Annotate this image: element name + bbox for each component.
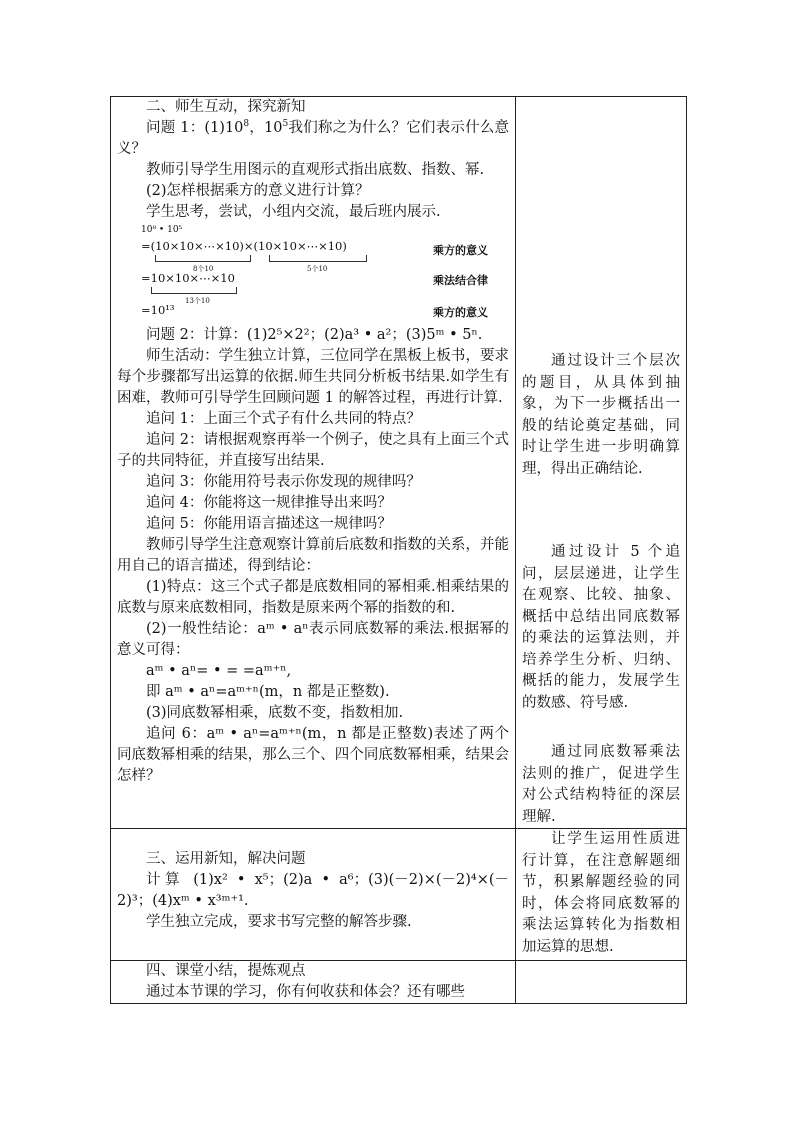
- follow-up-3: 追问 3：你能用符号表示你发现的规律吗？: [146, 474, 421, 490]
- figure-label-2: 乘法结合律: [433, 274, 488, 287]
- follow-up-5: 追问 5：你能用语言描述这一规律吗？: [146, 516, 392, 532]
- brace-label-5: 5个10: [307, 265, 328, 273]
- section-2-row: [111, 97, 687, 829]
- question-2: 问题 2：计算：(1)2⁵×2²；(2)a³ • a²；(3)5ᵐ • 5ⁿ.: [146, 327, 483, 343]
- brace-label-8: 8个10: [193, 265, 214, 273]
- figure-line-1: 10⁸ • 10⁵: [141, 225, 183, 235]
- formula-1: aᵐ • aⁿ= • = =aᵐ⁺ⁿ,: [146, 663, 292, 679]
- summary-text: 通过本节课的学习，你有何收获和体会？还有哪些: [146, 984, 465, 1000]
- conclusion-1: (1)特点：这三个式子都是底数相同的幂相乘.相乘结果的底数与原来底数相同，指数是原来两个幂的指数的和.: [117, 579, 509, 616]
- note-4: 让学生运用性质进行计算，在注意解题细节，积累解题经验的同时，体会将同底数幂的乘法运算转化为指数相加运算的思想.: [522, 831, 680, 955]
- brace-13: [151, 287, 237, 294]
- note-1: 通过设计三个层次的题目，从具体到抽象，为下一步概括出一般的结论奠定基础，同时让学生进一步明确算理，得出正确结论.: [522, 353, 680, 477]
- section-2-notes: [516, 97, 687, 829]
- figure-label-1: 乘方的意义: [433, 244, 488, 257]
- section-3-row: [111, 829, 687, 961]
- figure-label-3: 乘方的意义: [433, 306, 488, 319]
- question-1-part-2: (2)怎样根据乘方的意义进行计算？: [146, 183, 370, 199]
- teacher-guide-1: 教师引导学生用图示的直观形式指出底数、指数、幂.: [146, 162, 485, 178]
- teacher-student-activity: 师生活动：学生独立计算，三位同学在黑板上板书，要求每个步骤都写出运算的依据.师生共同分析板书结果.如学生有困难，教师可引导学生回顾问题 1 的解答过程，再进行计算.: [117, 348, 509, 406]
- section-2-heading: 二、师生互动，探究新知: [146, 99, 306, 115]
- figure-line-2: =(10×10×⋯×10)×(10×10×⋯×10): [141, 239, 347, 253]
- section-3-notes: [516, 829, 687, 961]
- conclusion-2: (2)一般性结论：aᵐ • aⁿ表示同底数幂的乘法.根据幂的意义可得：: [117, 621, 509, 658]
- section-4-notes: [516, 961, 687, 1004]
- section-4-heading: 四、课堂小结，提炼观点: [146, 963, 306, 979]
- brace-label-13: 13个10: [185, 297, 210, 305]
- lesson-plan-table: [110, 96, 687, 1004]
- formula-2: 即 aᵐ • aⁿ=aᵐ⁺ⁿ(m，n 都是正整数).: [146, 684, 390, 700]
- section-3-content: [111, 829, 516, 961]
- section-4-row: [111, 961, 687, 1004]
- calc-exercise: 计算 (1)x² • x⁵；(2)a • a⁶；(3)(－2)×(－2)⁴×(－2)³；(4)xᵐ • x³ᵐ⁺¹.: [117, 872, 509, 909]
- figure-line-4: =10¹³: [141, 303, 175, 317]
- student-thinking: 学生思考，尝试，小组内交流，最后班内展示.: [146, 204, 441, 220]
- section-4-content: [111, 961, 516, 1004]
- section-3-heading: 三、运用新知，解决问题: [146, 851, 306, 867]
- follow-up-1: 追问 1：上面三个式子有什么共同的特点？: [146, 411, 421, 427]
- note-3: 通过同底数幂乘法法则的推广，促进学生对公式结构特征的深层理解.: [522, 744, 680, 825]
- teacher-guide-2: 教师引导学生注意观察计算前后底数和指数的关系，并能用自己的语言描述，得到结论：: [117, 537, 509, 574]
- section-2-content: [111, 97, 516, 829]
- conclusion-3: (3)同底数幂相乘，底数不变，指数相加.: [146, 705, 404, 721]
- follow-up-2: 追问 2：请根据观察再举一个例子，使之具有上面三个式子的共同特征，并直接写出结果.: [117, 432, 509, 469]
- question-1: 问题 1：$(1)10^8$，$10^5$我们称之为什么？它们表示什么意义？: [117, 119, 510, 157]
- follow-up-6: 追问 6：aᵐ • aⁿ=aᵐ⁺ⁿ(m，n 都是正整数)表述了两个同底数幂相乘的结果，那么三个、四个同底数幂相乘，结果会怎样？: [117, 726, 509, 784]
- power-derivation-figure: [141, 225, 509, 323]
- follow-up-4: 追问 4：你能将这一规律推导出来吗？: [146, 495, 392, 511]
- independent-work: 学生独立完成，要求书写完整的解答步骤.: [146, 914, 412, 930]
- brace-8: [155, 255, 251, 262]
- brace-5: [269, 255, 367, 262]
- figure-line-3: =10×10×⋯×10: [141, 271, 235, 285]
- note-2: 通过设计 5 个追问，层层递进，让学生在观察、比较、抽象、概括中总结出同底数幂的乘法的运算法则，并培养学生分析、归纳、概括的能力，发展学生的数感、符号感.: [522, 544, 680, 711]
